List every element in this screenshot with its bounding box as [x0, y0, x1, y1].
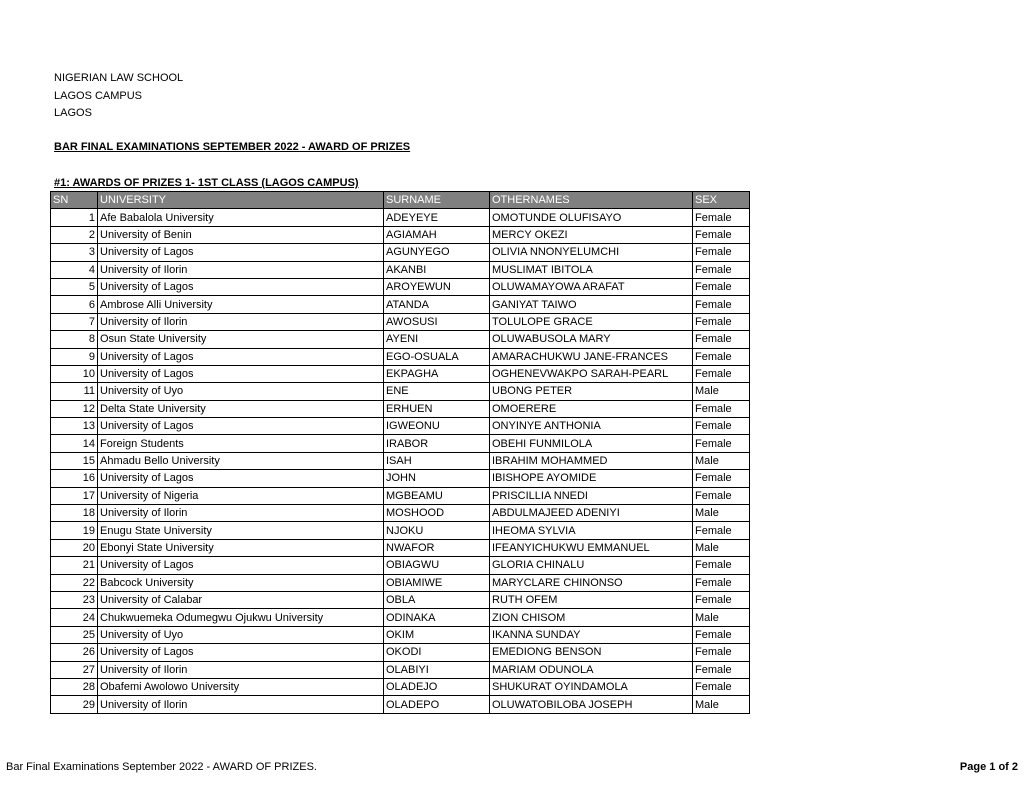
cell-othernames: UBONG PETER	[490, 383, 693, 400]
cell-sex: Female	[693, 313, 750, 330]
table-row	[51, 296, 750, 313]
city-name: LAGOS	[54, 107, 92, 119]
cell-sex: Female	[693, 574, 750, 591]
cell-university: University of Ilorin	[98, 261, 384, 278]
table-row	[51, 261, 750, 278]
cell-sex: Female	[693, 296, 750, 313]
cell-university: University of Lagos	[98, 278, 384, 295]
cell-othernames: AMARACHUKWU JANE-FRANCES	[490, 348, 693, 365]
cell-surname: NWAFOR	[384, 539, 490, 556]
table-row	[51, 678, 750, 695]
table-row	[51, 470, 750, 487]
cell-othernames: ABDULMAJEED ADENIYI	[490, 505, 693, 522]
cell-surname: MGBEAMU	[384, 487, 490, 504]
table-row	[51, 539, 750, 556]
cell-surname: AGIAMAH	[384, 226, 490, 243]
cell-surname: AWOSUSI	[384, 313, 490, 330]
cell-othernames: OMOTUNDE OLUFISAYO	[490, 209, 693, 226]
cell-sex: Female	[693, 591, 750, 608]
column-header-surname: SURNAME	[384, 192, 490, 209]
cell-sn: 5	[51, 278, 98, 295]
table-row	[51, 209, 750, 226]
cell-sex: Female	[693, 487, 750, 504]
cell-sn: 24	[51, 609, 98, 626]
cell-othernames: IKANNA SUNDAY	[490, 626, 693, 643]
cell-othernames: PRISCILLIA NNEDI	[490, 487, 693, 504]
cell-sn: 15	[51, 452, 98, 469]
cell-sex: Male	[693, 383, 750, 400]
cell-university: University of Uyo	[98, 626, 384, 643]
cell-othernames: MUSLIMAT IBITOLA	[490, 261, 693, 278]
cell-university: University of Ilorin	[98, 505, 384, 522]
cell-university: Babcock University	[98, 574, 384, 591]
cell-surname: AROYEWUN	[384, 278, 490, 295]
cell-surname: AYENI	[384, 331, 490, 348]
cell-surname: IGWEONU	[384, 418, 490, 435]
cell-sn: 22	[51, 574, 98, 591]
cell-sn: 9	[51, 348, 98, 365]
cell-surname: OBIAGWU	[384, 557, 490, 574]
cell-sex: Female	[693, 400, 750, 417]
cell-othernames: IBISHOPE AYOMIDE	[490, 470, 693, 487]
cell-sn: 25	[51, 626, 98, 643]
cell-sex: Male	[693, 452, 750, 469]
cell-surname: ISAH	[384, 452, 490, 469]
footer-title: Bar Final Examinations September 2022 - AWARD OF PRIZES.	[6, 761, 317, 773]
table-row	[51, 418, 750, 435]
cell-sex: Male	[693, 609, 750, 626]
cell-surname: ENE	[384, 383, 490, 400]
cell-othernames: TOLULOPE GRACE	[490, 313, 693, 330]
cell-university: University of Lagos	[98, 348, 384, 365]
cell-sn: 17	[51, 487, 98, 504]
table-row	[51, 505, 750, 522]
cell-university: University of Lagos	[98, 644, 384, 661]
cell-surname: MOSHOOD	[384, 505, 490, 522]
cell-sex: Male	[693, 696, 750, 713]
cell-sn: 7	[51, 313, 98, 330]
cell-sn: 13	[51, 418, 98, 435]
cell-university: Ebonyi State University	[98, 539, 384, 556]
table-body	[51, 209, 750, 713]
table-row	[51, 452, 750, 469]
cell-sex: Male	[693, 539, 750, 556]
column-header-sn: SN	[51, 192, 98, 209]
cell-othernames: OLIVIA NNONYELUMCHI	[490, 244, 693, 261]
cell-sn: 8	[51, 331, 98, 348]
cell-university: Enugu State University	[98, 522, 384, 539]
cell-sn: 11	[51, 383, 98, 400]
cell-surname: OKODI	[384, 644, 490, 661]
cell-sex: Female	[693, 557, 750, 574]
cell-othernames: OLUWABUSOLA MARY	[490, 331, 693, 348]
cell-university: University of Lagos	[98, 365, 384, 382]
school-name: NIGERIAN LAW SCHOOL	[54, 72, 184, 84]
cell-university: University of Calabar	[98, 591, 384, 608]
table-header-row	[51, 192, 750, 209]
column-header-sex: SEX	[693, 192, 750, 209]
cell-sex: Female	[693, 278, 750, 295]
cell-surname: EKPAGHA	[384, 365, 490, 382]
cell-surname: EGO-OSUALA	[384, 348, 490, 365]
cell-surname: AKANBI	[384, 261, 490, 278]
cell-university: Foreign Students	[98, 435, 384, 452]
cell-othernames: ZION CHISOM	[490, 609, 693, 626]
cell-sn: 23	[51, 591, 98, 608]
cell-university: University of Uyo	[98, 383, 384, 400]
cell-othernames: MARYCLARE CHINONSO	[490, 574, 693, 591]
cell-surname: OKIM	[384, 626, 490, 643]
cell-othernames: OLUWAMAYOWA ARAFAT	[490, 278, 693, 295]
cell-sn: 12	[51, 400, 98, 417]
cell-sn: 26	[51, 644, 98, 661]
cell-sn: 3	[51, 244, 98, 261]
cell-university: University of Ilorin	[98, 313, 384, 330]
table-row	[51, 365, 750, 382]
cell-othernames: IBRAHIM MOHAMMED	[490, 452, 693, 469]
cell-university: Ambrose Alli University	[98, 296, 384, 313]
cell-sn: 28	[51, 678, 98, 695]
cell-university: University of Ilorin	[98, 661, 384, 678]
table-row	[51, 313, 750, 330]
cell-sex: Female	[693, 331, 750, 348]
section-prefix: #1:	[54, 177, 73, 189]
cell-surname: ATANDA	[384, 296, 490, 313]
cell-sex: Female	[693, 435, 750, 452]
table-row	[51, 644, 750, 661]
cell-sex: Female	[693, 365, 750, 382]
table-row	[51, 348, 750, 365]
table-row	[51, 435, 750, 452]
cell-othernames: MERCY OKEZI	[490, 226, 693, 243]
column-header-university: UNIVERSITY	[98, 192, 384, 209]
cell-surname: OLADEJO	[384, 678, 490, 695]
cell-sex: Female	[693, 678, 750, 695]
cell-sn: 27	[51, 661, 98, 678]
cell-sn: 16	[51, 470, 98, 487]
document-header	[54, 70, 183, 123]
table-row	[51, 278, 750, 295]
cell-sn: 19	[51, 522, 98, 539]
cell-surname: OBLA	[384, 591, 490, 608]
cell-othernames: IHEOMA SYLVIA	[490, 522, 693, 539]
cell-othernames: OBEHI FUNMILOLA	[490, 435, 693, 452]
cell-sn: 10	[51, 365, 98, 382]
column-header-othernames: OTHERNAMES	[490, 192, 693, 209]
cell-sn: 6	[51, 296, 98, 313]
cell-othernames: RUTH OFEM	[490, 591, 693, 608]
table-row	[51, 331, 750, 348]
cell-university: University of Lagos	[98, 418, 384, 435]
cell-surname: JOHN	[384, 470, 490, 487]
cell-surname: AGUNYEGO	[384, 244, 490, 261]
cell-sn: 4	[51, 261, 98, 278]
table-row	[51, 400, 750, 417]
table-row	[51, 557, 750, 574]
table-row	[51, 244, 750, 261]
cell-othernames: ONYINYE ANTHONIA	[490, 418, 693, 435]
cell-othernames: OGHENEVWAKPO SARAH-PEARL	[490, 365, 693, 382]
section-heading	[54, 177, 359, 189]
cell-sn: 2	[51, 226, 98, 243]
cell-sn: 18	[51, 505, 98, 522]
cell-sn: 14	[51, 435, 98, 452]
table-row	[51, 226, 750, 243]
cell-sex: Female	[693, 644, 750, 661]
cell-surname: IRABOR	[384, 435, 490, 452]
table-row	[51, 696, 750, 713]
prizes-table	[50, 191, 750, 714]
cell-surname: ERHUEN	[384, 400, 490, 417]
cell-sex: Female	[693, 661, 750, 678]
cell-university: University of Benin	[98, 226, 384, 243]
cell-othernames: GANIYAT TAIWO	[490, 296, 693, 313]
cell-othernames: MARIAM ODUNOLA	[490, 661, 693, 678]
table-row	[51, 522, 750, 539]
cell-university: Chukwuemeka Odumegwu Ojukwu University	[98, 609, 384, 626]
cell-university: Osun State University	[98, 331, 384, 348]
cell-sex: Female	[693, 244, 750, 261]
cell-sex: Female	[693, 470, 750, 487]
cell-sex: Female	[693, 226, 750, 243]
cell-surname: NJOKU	[384, 522, 490, 539]
cell-sex: Female	[693, 522, 750, 539]
cell-sex: Female	[693, 209, 750, 226]
cell-university: University of Nigeria	[98, 487, 384, 504]
cell-sex: Male	[693, 505, 750, 522]
cell-sex: Female	[693, 418, 750, 435]
page-number: Page 1 of 2	[959, 761, 1018, 773]
cell-othernames: SHUKURAT OYINDAMOLA	[490, 678, 693, 695]
cell-sn: 21	[51, 557, 98, 574]
table-row	[51, 383, 750, 400]
campus-name: LAGOS CAMPUS	[54, 89, 143, 102]
cell-othernames: OMOERERE	[490, 400, 693, 417]
cell-surname: OLADEPO	[384, 696, 490, 713]
cell-university: Delta State University	[98, 400, 384, 417]
table-row	[51, 609, 750, 626]
cell-othernames: OLUWATOBILOBA JOSEPH	[490, 696, 693, 713]
cell-surname: OLABIYI	[384, 661, 490, 678]
table-row	[51, 661, 750, 678]
cell-university: Obafemi Awolowo University	[98, 678, 384, 695]
cell-sex: Female	[693, 348, 750, 365]
cell-othernames: GLORIA CHINALU	[490, 557, 693, 574]
cell-surname: OBIAMIWE	[384, 574, 490, 591]
table-row	[51, 487, 750, 504]
cell-sex: Female	[693, 261, 750, 278]
cell-university: University of Lagos	[98, 557, 384, 574]
cell-university: University of Lagos	[98, 244, 384, 261]
cell-university: University of Ilorin	[98, 696, 384, 713]
cell-university: Ahmadu Bello University	[98, 452, 384, 469]
cell-surname: ADEYEYE	[384, 209, 490, 226]
table-row	[51, 574, 750, 591]
cell-sn: 20	[51, 539, 98, 556]
table-row	[51, 626, 750, 643]
cell-university: Afe Babalola University	[98, 209, 384, 226]
table-row	[51, 591, 750, 608]
cell-othernames: EMEDIONG BENSON	[490, 644, 693, 661]
cell-sn: 1	[51, 209, 98, 226]
cell-othernames: IFEANYICHUKWU EMMANUEL	[490, 539, 693, 556]
cell-university: University of Lagos	[98, 470, 384, 487]
cell-sex: Female	[693, 626, 750, 643]
section-title: AWARDS OF PRIZES 1- 1ST CLASS (LAGOS CAMPUS)	[72, 177, 359, 189]
cell-surname: ODINAKA	[384, 609, 490, 626]
document-title: BAR FINAL EXAMINATIONS SEPTEMBER 2022 - AWARD OF PRIZES	[54, 141, 411, 153]
cell-sn: 29	[51, 696, 98, 713]
